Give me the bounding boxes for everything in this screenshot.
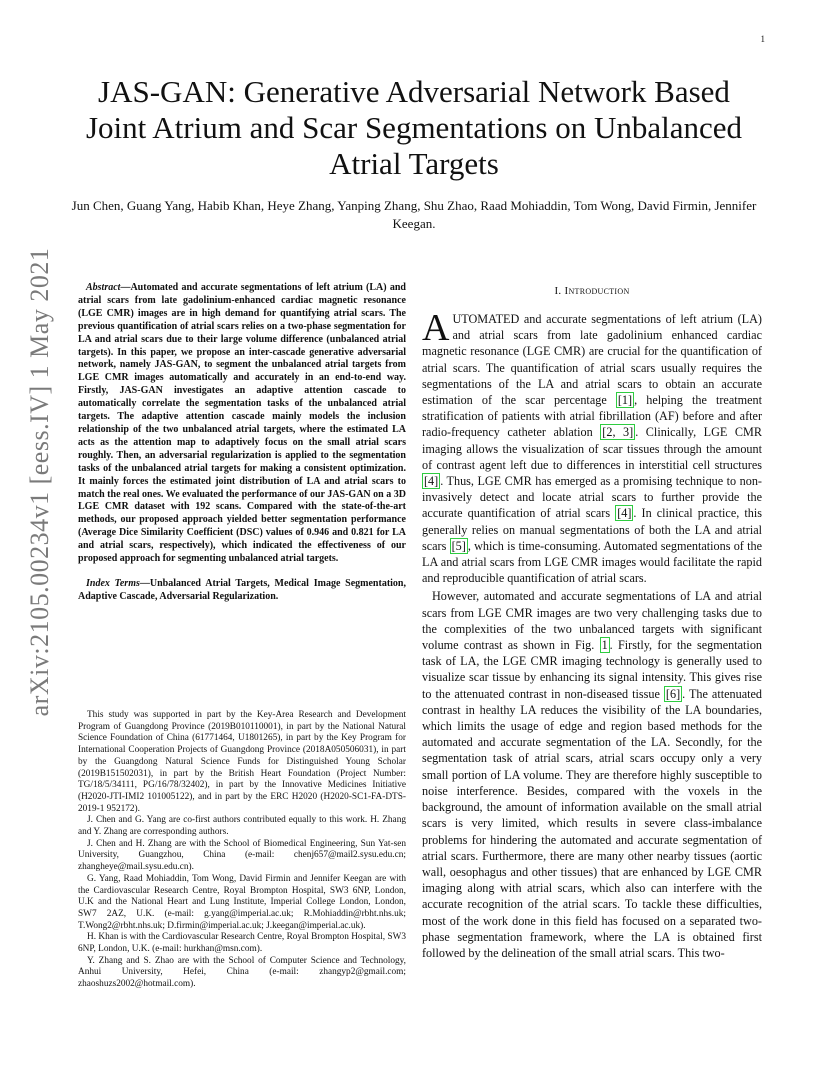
section-title: Introduction (564, 285, 630, 297)
intro-text: . Clinically, LGE CMR imaging allows the visualization of scar tissues through the amount of contrast agent left due to differences in interstitial cell structures (422, 425, 763, 472)
intro-text: . Thus, LGE CMR has emerged as a promising technique to non-invasively detect and locate atrial scars to further provide the accurate quantification of atrial scars (422, 474, 762, 521)
arxiv-identifier[interactable]: arXiv:2105.00234v1 [eess.IV] 1 May 2021 (25, 247, 54, 717)
intro-text: , which is time-consuming. Automated segmentations of the LA and atrial scars from LGE CMR images would facilitate the rapid and reproducible quantification of atrial scars. (422, 538, 762, 586)
figure-link[interactable]: 1 (601, 638, 608, 653)
intro-text: However, automated and accurate segmentations of LA and atrial scars from LGE CMR images are two very challenging tasks due to the complexities of the two unbalanced targets with significant volume contrast as shown in Fig. (422, 589, 762, 653)
intro-paragraph (422, 588, 762, 961)
footnotes (78, 710, 406, 991)
footnote-affiliation: Y. Zhang and S. Zhao are with the School of Computer Science and Technology, Anhui University, Hefei, China (e-mail: zhangyp2@gmail.com; zhaoshuzs2002@hotmail.com). (78, 955, 406, 990)
section-numeral: I. (554, 285, 562, 297)
author-list: Jun Chen, Guang Yang, Habib Khan, Heye Zhang, Yanping Zhang, Shu Zhao, Raad Mohiaddin, Tom Wong, David Firmin, Jennifer Keegan. (71, 198, 757, 231)
footnote-affiliation: G. Yang, Raad Mohiaddin, Tom Wong, David Firmin and Jennifer Keegan are with the Cardiovascular Research Centre, Royal Brompton Hospital, SW3 6NP, London, U.K and the National Heart and Lung Institute, Imperial College London, London, SW7 2AZ, U.K. (e-mail: g.yang@imperial.ac.uk; R.Mohiaddin@rbht.nhs.uk; T.Wong2@rbht.nhs.uk; D.firmin@imperial.ac.uk; J.keegan@imperial.ac.uk). (78, 873, 406, 931)
paper-title: JAS-GAN: Generative Adversarial Network Based Joint Atrium and Scar Segmentations on Unbalanced Atrial Targets (85, 74, 743, 181)
citation-link[interactable]: [4] (424, 474, 439, 489)
intro-text: . In clinical practice, this generally relies on manual segmentations of both the LA and atrial scars (422, 506, 762, 553)
intro-text: . The attenuated contrast in healthy LA reduces the visibility of the LA boundaries, which limits the usage of edge and region based methods for the automated and accurate segmentation of the LA. Secondly, for the segmentation task of atrial scars, atrial scars occupy only a very small portion of LA volume. They are therefore highly susceptible to noise interference. Besides, compared with the voxels in the background, the amount of information available on the small atrial scars is very limited, which results in severe class-imbalance problems for hindering the automated and accurate segmentation of atrial scars. Furthermore, there are many other nearby tissues (aortic wall, oesophagus and other tissues) that are enhanced by LGE CMR imaging along with atrial scars, which also can interfere with the accurate recognition of the atrial scars. To tackle these difficulties, most of the work done in this field has focused on a separated two-phase segmentation framework, where the LA is obtained first followed by the delineation of the small atrial scars. This two- (422, 686, 762, 960)
citation-link[interactable]: [1] (617, 393, 633, 408)
citation-link[interactable]: [5] (451, 538, 466, 553)
right-column (422, 282, 762, 961)
intro-text: , helping the treatment stratification of patients with atrial fibrillation (AF) before and after radio-frequency catheter ablation (422, 393, 762, 440)
footnote-cofirst: J. Chen and G. Yang are co-first authors contributed equally to this work. H. Zhang and Y. Zhang are corresponding authors. (78, 815, 406, 838)
citation-link[interactable]: [2, 3] (602, 425, 634, 440)
abstract-text: —Automated and accurate segmentations of left atrium (LA) and atrial scars from late gadolinium-enhanced cardiac magnetic resonance (LGE CMR) images are in high demand for quantifying atrial scars. The previous quantification of atrial scars relies on a two-phase segmentation for LA and atrial scars due to their large volume difference (unbalanced atrial targets). In this paper, we propose an inter-cascade generative adversarial network, namely JAS-GAN, to segment the unbalanced atrial targets from LGE CMR images automatically and accurately in an end-to-end way. Firstly, JAS-GAN investigates an adaptive attention cascade to automatically correlate the segmentation tasks of the unbalanced atrial targets. The adaptive attention cascade mainly models the inclusion relationship of the two unbalanced atrial targets, where the estimated LA acts as the attention map to adaptively focus on the small atrial scars roughly. Then, an adversarial regularization is applied to the segmentation tasks of the unbalanced atrial targets for making a consistent optimization. It mainly forces the estimated joint distribution of LA and atrial scars to match the real ones. We evaluated the performance of our JAS-GAN on a 3D LGE CMR dataset with 192 scans. Compared with the state-of-the-art methods, our proposed approach yielded better segmentation performance (Average Dice Similarity Coefficient (DSC) values of 0.946 and 0.821 for LA and atrial scars, respectively), which indicated the effectiveness of our proposed approach for segmenting unbalanced atrial targets. (78, 282, 406, 565)
footnote-affiliation: J. Chen and H. Zhang are with the School of Biomedical Engineering, Sun Yat-sen University, Guangzhou, China (e-mail: chenj657@mail2.sysu.edu.cn; zhangheye@mail.sysu.edu.cn). (78, 838, 406, 873)
drop-cap: A (422, 307, 450, 349)
section-heading (422, 285, 762, 297)
footnote-affiliation: H. Khan is with the Cardiovascular Research Centre, Royal Brompton Hospital, SW3 6NP, London, U.K. (e-mail: hurkhan@msn.com). (78, 932, 406, 955)
page-number: 1 (760, 34, 765, 44)
citation-link[interactable]: [4] (617, 506, 632, 521)
intro-text: . Firstly, for the segmentation task of LA, the LGE CMR imaging technology is generally used to visualize scar tissue by enhancing its signal intensity. This gives rise to the attenuated contrast in non-diseased tissue (422, 638, 763, 701)
left-column (78, 282, 406, 614)
index-terms-lead: Index Terms (86, 577, 140, 589)
abstract (78, 282, 406, 566)
intro-text: UTOMATED and accurate segmentations of left atrium (LA) and atrial scars from late gadolinium enhanced cardiac magnetic resonance (LGE CMR) are crucial for the quantification of atrial scars. The quantification of atrial scars usually requires the segmentations of the LA and atrial scars to obtain an accurate estimation of the scar percentage (422, 312, 762, 408)
footnote-funding: This study was supported in part by the Key-Area Research and Development Program of Guangdong Province (2019B010110001), in part by the National Natural Science Foundation of China (61771464, U1801265), in part by the Key Program for International Cooperation Projects of Guangdong Province (2018A050506031), in part by the Guangdong Natural Science Funds for Distinguished Young Scholar (2019B151502031), in part by the British Heart Foundation (Project Number: TG/18/5/34111, PG/16/78/32402), in part by the Innovative Medicines Initiative (H2020-JTI-IMI2 101005122), and in part by the ERC H2020 (H2020-SC1-FA-DTS-2019-1 952172). (78, 710, 406, 814)
abstract-lead: Abstract (86, 282, 121, 293)
index-terms (78, 578, 406, 604)
index-terms-text: —Unbalanced Atrial Targets, Medical Image Segmentation, Adaptive Cascade, Adversarial Regularization. (78, 577, 406, 602)
intro-paragraph (422, 307, 763, 586)
citation-link[interactable]: [6] (665, 686, 681, 701)
